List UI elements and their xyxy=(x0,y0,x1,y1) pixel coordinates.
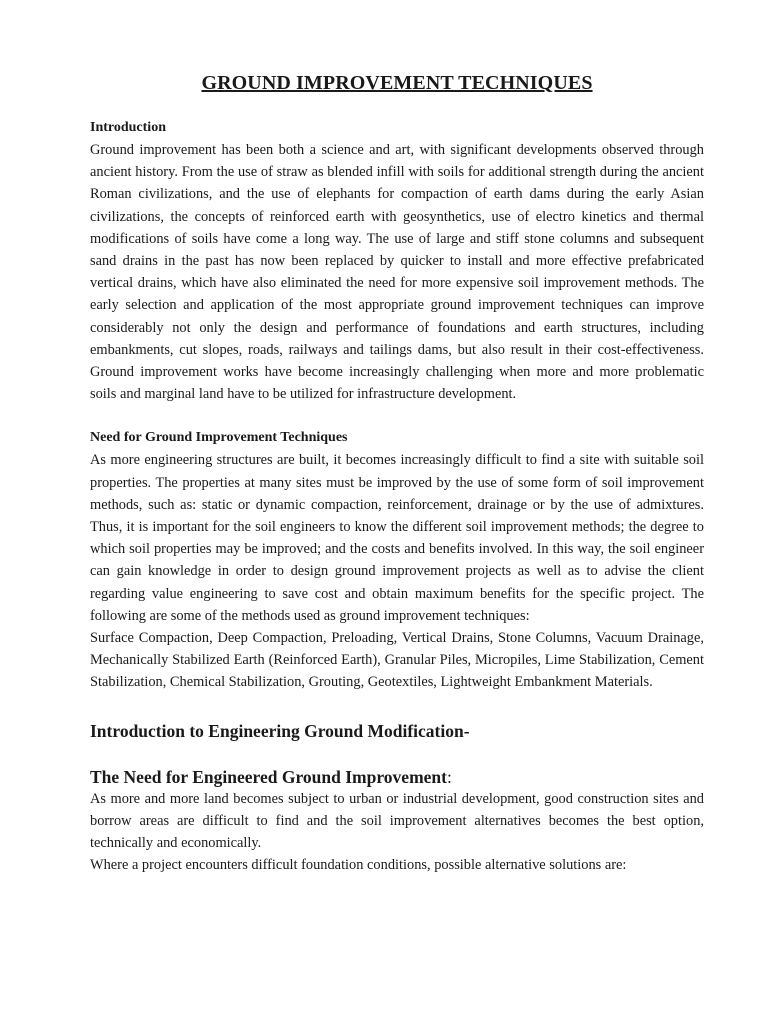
engineered-paragraph: As more and more land becomes subject to urban or industrial development, good construction sites and borrow areas are difficult to find and the soil improvement alternatives becomes the best option, technically and economically. xyxy=(90,790,704,852)
section-spacer xyxy=(90,405,704,427)
need-paragraph: As more engineering structures are built, it becomes increasingly difficult to find a site with suitable soil properties. The properties at many sites must be improved by the use of some form of soil improvement methods, such as: static or dynamic compaction, reinforcement, drainage or by the use of admixtures. Thus, it is important for the soil engineers to know the different soil improvement methods; the degree to which soil properties may be improved; and the costs and benefits involved. In this way, the soil engineer can gain knowledge in order to design ground improvement projects as well as to advise the client regarding value engineering to save cost and obtain maximum benefits for the specific project. The following are some of the methods used as ground improvement techniques: xyxy=(90,452,704,624)
engineered-heading-text: The Need for Engineered Ground Improvement xyxy=(90,766,447,787)
modification-heading: Introduction to Engineering Ground Modification- xyxy=(90,720,470,741)
engineered-heading xyxy=(90,766,704,788)
document-title: GROUND IMPROVEMENT TECHNIQUES xyxy=(201,72,593,94)
engineered-paragraph-2: Where a project encounters difficult foundation conditions, possible alternative solutions are: xyxy=(90,857,627,874)
need-heading: Need for Ground Improvement Techniques xyxy=(90,430,348,446)
engineered-heading-colon: : xyxy=(446,766,452,787)
section-spacer xyxy=(90,742,704,766)
methods-list: Surface Compaction, Deep Compaction, Preloading, Vertical Drains, Stone Columns, Vacuum Drainage, Mechanically Stabilized Earth (Reinforced Earth), Granular Piles, Micropiles, Lime Stabilization, Cement Stabilization, Chemical Stabilization, Grouting, Geotextiles, Lightweight Embankment Materials. xyxy=(90,630,704,691)
introduction-heading: Introduction xyxy=(90,120,166,135)
document-page xyxy=(90,72,704,876)
section-spacer xyxy=(90,694,704,720)
introduction-paragraph: Ground improvement has been both a science and art, with significant developments observed through ancient history. From the use of straw as blended infill with soils for additional strength during the ancient Roman civilizations, and the use of elephants for compaction of earth dams during the early Asian civilizations, the concepts of reinforced earth with geosynthetics, use of electro kinetics and thermal modifications of soils have come a long way. The use of large and stiff stone columns and subsequent sand drains in the past has now been replaced by quicker to install and more effective prefabricated vertical drains, which have also eliminated the need for more expensive soil improvement methods. The early selection and application of the most appropriate ground improvement techniques can improve considerably not only the design and performance of foundations and earth structures, including embankments, cut slopes, roads, railways and tailings dams, but also result in their cost-effectiveness. Ground improvement works have become increasingly challenging when more and more problematic soils and marginal land have to be utilized for infrastructure development. xyxy=(90,142,704,403)
